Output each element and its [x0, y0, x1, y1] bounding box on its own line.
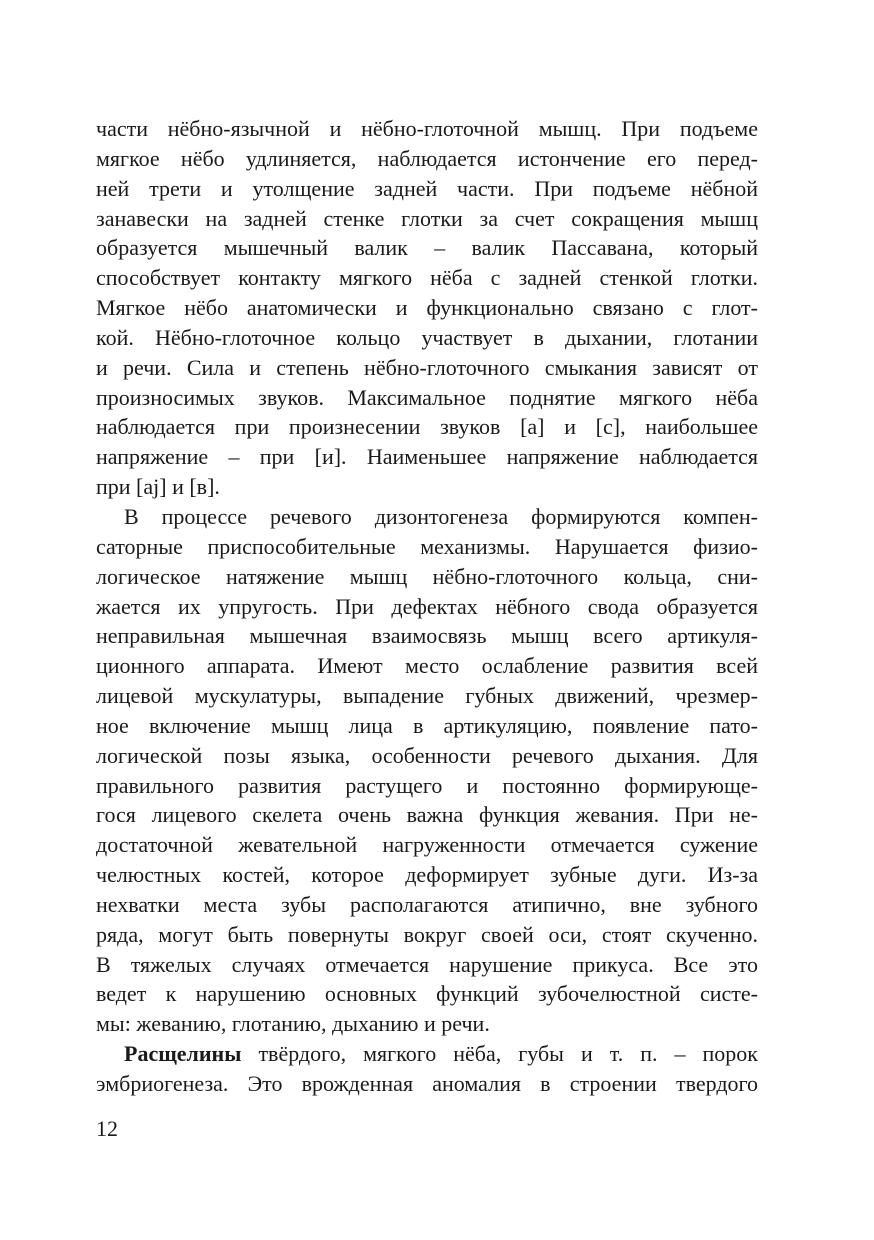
text-line: В процессе речевого дизонтогенеза формируются компен- — [124, 503, 758, 529]
text-line: произносимых звуков. Максимальное поднятие мягкого нёба — [96, 384, 758, 410]
text-line — [96, 1039, 758, 1069]
text-line: лицевой мускулатуры, выпадение губных движений, чрезмер- — [96, 683, 758, 709]
paragraph — [96, 502, 758, 1039]
text-line: логической позы языка, особенности речевого дыхания. Для — [96, 742, 758, 768]
text-line: ное включение мышц лица в артикуляцию, появление пато- — [96, 712, 758, 738]
text-line: эмбриогенеза. Это врожденная аномалия в строении твердого — [96, 1071, 758, 1096]
text-line: ционного аппарата. Имеют место ослабление развития всей — [96, 653, 758, 679]
text-line: жается их упругость. При дефектах нёбного свода образуется — [96, 593, 758, 619]
bold-term: Расщелины — [124, 1041, 242, 1067]
text-line: образуется мышечный валик – валик Пассавана, который — [96, 235, 758, 261]
text-line: правильного развития растущего и постоянно формирующе- — [96, 772, 758, 798]
text-line: кой. Нёбно-глоточное кольцо участвует в дыхании, глотании — [96, 324, 758, 350]
text-line: ней трети и утолщение задней части. При подъеме нёбной — [96, 175, 758, 201]
text-line: наблюдается при произнесении звуков [а] и [с], наибольшее — [96, 414, 758, 440]
text-line: челюстных костей, которое деформирует зубные дуги. Из-за — [96, 862, 758, 888]
text-line: ведет к нарушению основных функций зубочелюстной систе- — [96, 981, 758, 1007]
text-line: саторные приспособительные механизмы. Нарушается физио- — [96, 533, 758, 559]
text-line: напряжение – при [и]. Наименьшее напряжение наблюдается — [96, 444, 758, 470]
paragraph-clefts — [96, 1039, 758, 1099]
text-line: достаточной жевательной нагруженности отмечается сужение — [96, 832, 758, 858]
text-line: В тяжелых случаях отмечается нарушение прикуса. Все это — [96, 951, 758, 977]
text-line: ряда, могут быть повернуты вокруг своей оси, стоят скученно. — [96, 921, 758, 947]
text-line: мы: жеванию, глотанию, дыханию и речи. — [96, 1011, 490, 1037]
text-line: нехватки места зубы располагаются атипично, вне зубного — [96, 891, 758, 917]
page-body — [96, 114, 758, 1099]
text-line: Мягкое нёбо анатомически и функционально связано с глот- — [96, 295, 758, 321]
paragraph — [96, 114, 758, 502]
text-line: и речи. Сила и степень нёбно-глоточного смыкания зависят от — [96, 354, 758, 380]
text-line: гося лицевого скелета очень важна функция жевания. При не- — [96, 802, 758, 828]
text-line: неправильная мышечная взаимосвязь мышц всего артикуля- — [96, 623, 758, 649]
text-line: части нёбно-язычной и нёбно-глоточной мышц. При подъеме — [96, 116, 758, 141]
text-line: логическое натяжение мышц нёбно-глоточного кольца, сни- — [96, 563, 758, 589]
page-number: 12 — [96, 1116, 118, 1141]
text-line: мягкое нёбо удлиняется, наблюдается истончение его перед- — [96, 145, 758, 171]
text-span: твёрдого, мягкого нёба, губы и т. п. – порок — [241, 1041, 758, 1067]
text-line: занавески на задней стенке глотки за счет сокращения мышц — [96, 205, 758, 231]
text-line: способствует контакту мягкого нёба с задней стенкой глотки. — [96, 265, 758, 291]
text-line: при [aj] и [в]. — [96, 474, 220, 500]
